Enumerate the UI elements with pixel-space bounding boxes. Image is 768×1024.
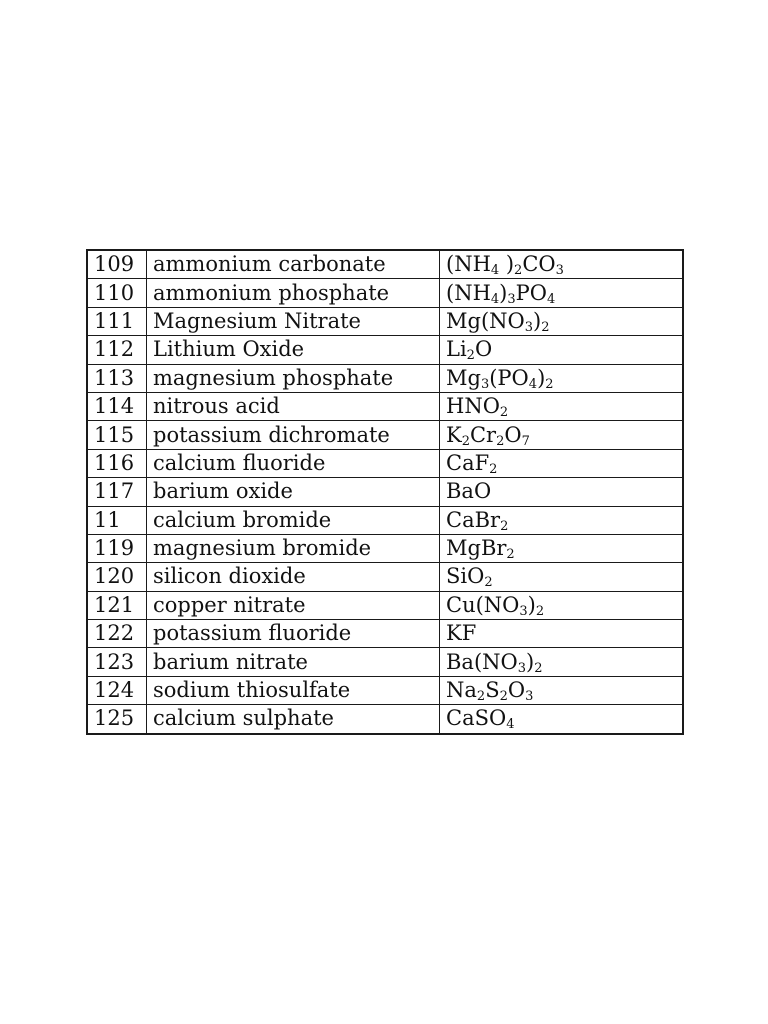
compound-name: calcium fluoride (147, 449, 440, 477)
compound-name: magnesium bromide (147, 534, 440, 562)
compound-formula: ($NH_4$ )$_2CO_3$ (440, 250, 684, 279)
compound-name: Magnesium Nitrate (147, 307, 440, 335)
compound-formula: SiO$_2$ (440, 563, 684, 591)
compound-number: 120 (87, 563, 147, 591)
compound-number: 114 (87, 392, 147, 420)
compound-formula: $HNO_2$ (440, 392, 684, 420)
table-row (87, 591, 683, 619)
compound-name: calcium bromide (147, 506, 440, 534)
compound-number: 116 (87, 449, 147, 477)
compound-formula: KF (440, 620, 684, 648)
compound-number: 113 (87, 364, 147, 392)
compound-name: nitrous acid (147, 392, 440, 420)
table-row (87, 478, 683, 506)
table-row (87, 506, 683, 534)
compound-number: 111 (87, 307, 147, 335)
compound-number: 110 (87, 279, 147, 307)
table-row (87, 364, 683, 392)
table-row (87, 392, 683, 420)
compound-name: ammonium carbonate (147, 250, 440, 279)
compound-number: 109 (87, 250, 147, 279)
table-row (87, 307, 683, 335)
compound-number: 115 (87, 421, 147, 449)
table-row (87, 534, 683, 562)
compound-name: potassium fluoride (147, 620, 440, 648)
compound-number: 119 (87, 534, 147, 562)
compound-formula: $Mg_3(PO_4)_2$ (440, 364, 684, 392)
table-row (87, 449, 683, 477)
compound-table (86, 249, 684, 735)
compound-name: silicon dioxide (147, 563, 440, 591)
compound-formula: MgBr$_2$ (440, 534, 684, 562)
table-row (87, 279, 683, 307)
compound-table-body (87, 250, 683, 734)
compound-formula: CaSO$_4$ (440, 705, 684, 734)
table-row (87, 336, 683, 364)
compound-formula: CaBr$_2$ (440, 506, 684, 534)
compound-formula: $Li_2O$ (440, 336, 684, 364)
table-row (87, 620, 683, 648)
compound-formula: $Ba(NO_3)_2$ (440, 648, 684, 676)
table-row (87, 250, 683, 279)
compound-name: barium nitrate (147, 648, 440, 676)
compound-name: ammonium phosphate (147, 279, 440, 307)
table-row (87, 563, 683, 591)
table-row (87, 705, 683, 734)
compound-name: sodium thiosulfate (147, 676, 440, 704)
compound-formula: $Mg(NO_3)_2$ (440, 307, 684, 335)
compound-name: copper nitrate (147, 591, 440, 619)
compound-formula: $(NH_4)_3PO_4$ (440, 279, 684, 307)
compound-number: 125 (87, 705, 147, 734)
compound-table-sheet (86, 249, 686, 735)
compound-number: 117 (87, 478, 147, 506)
compound-number: 121 (87, 591, 147, 619)
compound-number: 11 (87, 506, 147, 534)
table-row (87, 648, 683, 676)
compound-name: potassium dichromate (147, 421, 440, 449)
table-row (87, 676, 683, 704)
compound-formula: CaF$_2$ (440, 449, 684, 477)
compound-name: calcium sulphate (147, 705, 440, 734)
compound-number: 122 (87, 620, 147, 648)
compound-name: Lithium Oxide (147, 336, 440, 364)
compound-name: magnesium phosphate (147, 364, 440, 392)
compound-formula: BaO (440, 478, 684, 506)
compound-formula: $Cu(NO_3)_2$ (440, 591, 684, 619)
compound-number: 123 (87, 648, 147, 676)
compound-number: 112 (87, 336, 147, 364)
compound-name: barium oxide (147, 478, 440, 506)
compound-number: 124 (87, 676, 147, 704)
compound-formula: $K_2Cr_2O_7$ (440, 421, 684, 449)
table-row (87, 421, 683, 449)
compound-formula: $Na_2S_2O_3$ (440, 676, 684, 704)
